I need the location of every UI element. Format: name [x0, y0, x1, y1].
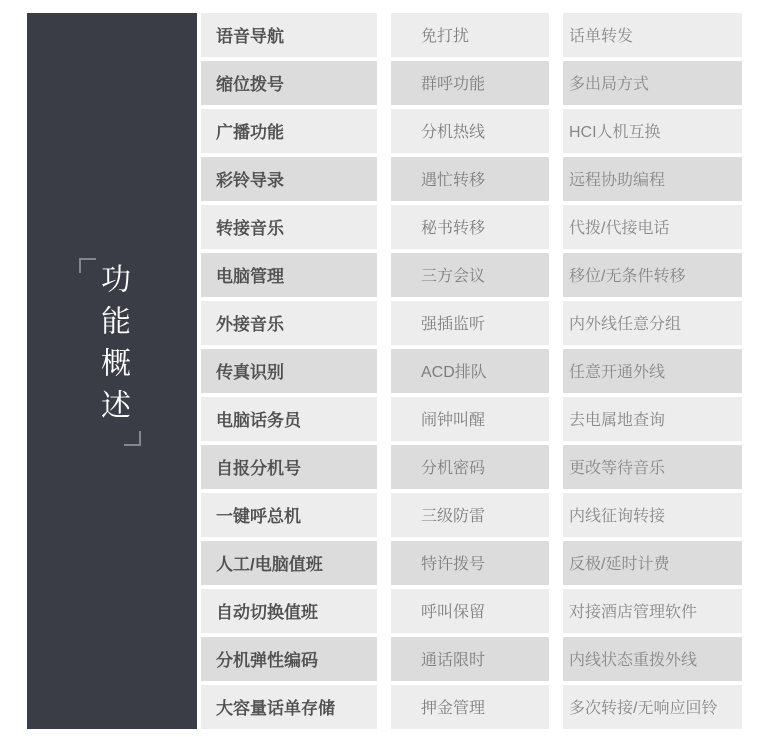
feature-row: [201, 589, 742, 633]
feature-cell-col2: 秘书转移: [391, 205, 549, 249]
feature-cell-col3: 话单转发: [563, 13, 742, 57]
feature-table: [201, 13, 742, 729]
feature-cell-col1: 一键呼总机: [201, 493, 377, 537]
feature-cell-col2: 群呼功能: [391, 61, 549, 105]
feature-cell-col3: 任意开通外线: [563, 349, 742, 393]
feature-cell-col3: 内线状态重拨外线: [563, 637, 742, 681]
feature-cell-col1: 人工/电脑值班: [201, 541, 377, 585]
feature-cell-col1: 彩铃导录: [201, 157, 377, 201]
feature-row: [201, 349, 742, 393]
feature-cell-col2: 遇忙转移: [391, 157, 549, 201]
feature-cell-col1: 转接音乐: [201, 205, 377, 249]
feature-row: [201, 397, 742, 441]
feature-cell-col2: 押金管理: [391, 685, 549, 729]
feature-cell-col1: 电脑管理: [201, 253, 377, 297]
feature-row: [201, 685, 742, 729]
feature-cell-col2: 三方会议: [391, 253, 549, 297]
feature-cell-col1: 语音导航: [201, 13, 377, 57]
feature-cell-col3: 远程协助编程: [563, 157, 742, 201]
feature-cell-col2: 呼叫保留: [391, 589, 549, 633]
feature-cell-col1: 传真识别: [201, 349, 377, 393]
feature-cell-col1: 外接音乐: [201, 301, 377, 345]
feature-cell-col2: 特许拨号: [391, 541, 549, 585]
feature-row: [201, 493, 742, 537]
feature-cell-col2: ACD排队: [391, 349, 549, 393]
feature-row: [201, 445, 742, 489]
feature-cell-col1: 大容量话单存储: [201, 685, 377, 729]
feature-row: [201, 109, 742, 153]
sidebar: [27, 13, 197, 729]
feature-row: [201, 61, 742, 105]
feature-row: [201, 301, 742, 345]
corner-bracket-bottom-icon: [124, 431, 141, 446]
feature-cell-col3: 多次转接/无响应回铃: [563, 685, 742, 729]
feature-cell-col2: 免打扰: [391, 13, 549, 57]
feature-cell-col3: 反极/延时计费: [563, 541, 742, 585]
feature-cell-col1: 分机弹性编码: [201, 637, 377, 681]
feature-cell-col3: 多出局方式: [563, 61, 742, 105]
feature-cell-col3: 去电属地查询: [563, 397, 742, 441]
feature-cell-col1: 缩位拨号: [201, 61, 377, 105]
feature-cell-col2: 三级防雷: [391, 493, 549, 537]
feature-cell-col1: 电脑话务员: [201, 397, 377, 441]
feature-cell-col3: 代拨/代接电话: [563, 205, 742, 249]
feature-cell-col1: 自动切换值班: [201, 589, 377, 633]
feature-cell-col2: 强插监听: [391, 301, 549, 345]
feature-row: [201, 157, 742, 201]
page-title: 功能概述: [96, 263, 129, 431]
feature-cell-col2: 通话限时: [391, 637, 549, 681]
feature-cell-col3: 移位/无条件转移: [563, 253, 742, 297]
feature-cell-col3: 对接酒店管理软件: [563, 589, 742, 633]
feature-row: [201, 637, 742, 681]
feature-cell-col2: 分机热线: [391, 109, 549, 153]
feature-cell-col1: 广播功能: [201, 109, 377, 153]
feature-row: [201, 205, 742, 249]
feature-cell-col1: 自报分机号: [201, 445, 377, 489]
feature-row: [201, 13, 742, 57]
feature-cell-col3: 更改等待音乐: [563, 445, 742, 489]
feature-cell-col3: 内外线任意分组: [563, 301, 742, 345]
feature-row: [201, 253, 742, 297]
feature-cell-col3: 内线征询转接: [563, 493, 742, 537]
feature-cell-col2: 分机密码: [391, 445, 549, 489]
feature-cell-col2: 闹钟叫醒: [391, 397, 549, 441]
feature-row: [201, 541, 742, 585]
feature-cell-col3: HCI人机互换: [563, 109, 742, 153]
